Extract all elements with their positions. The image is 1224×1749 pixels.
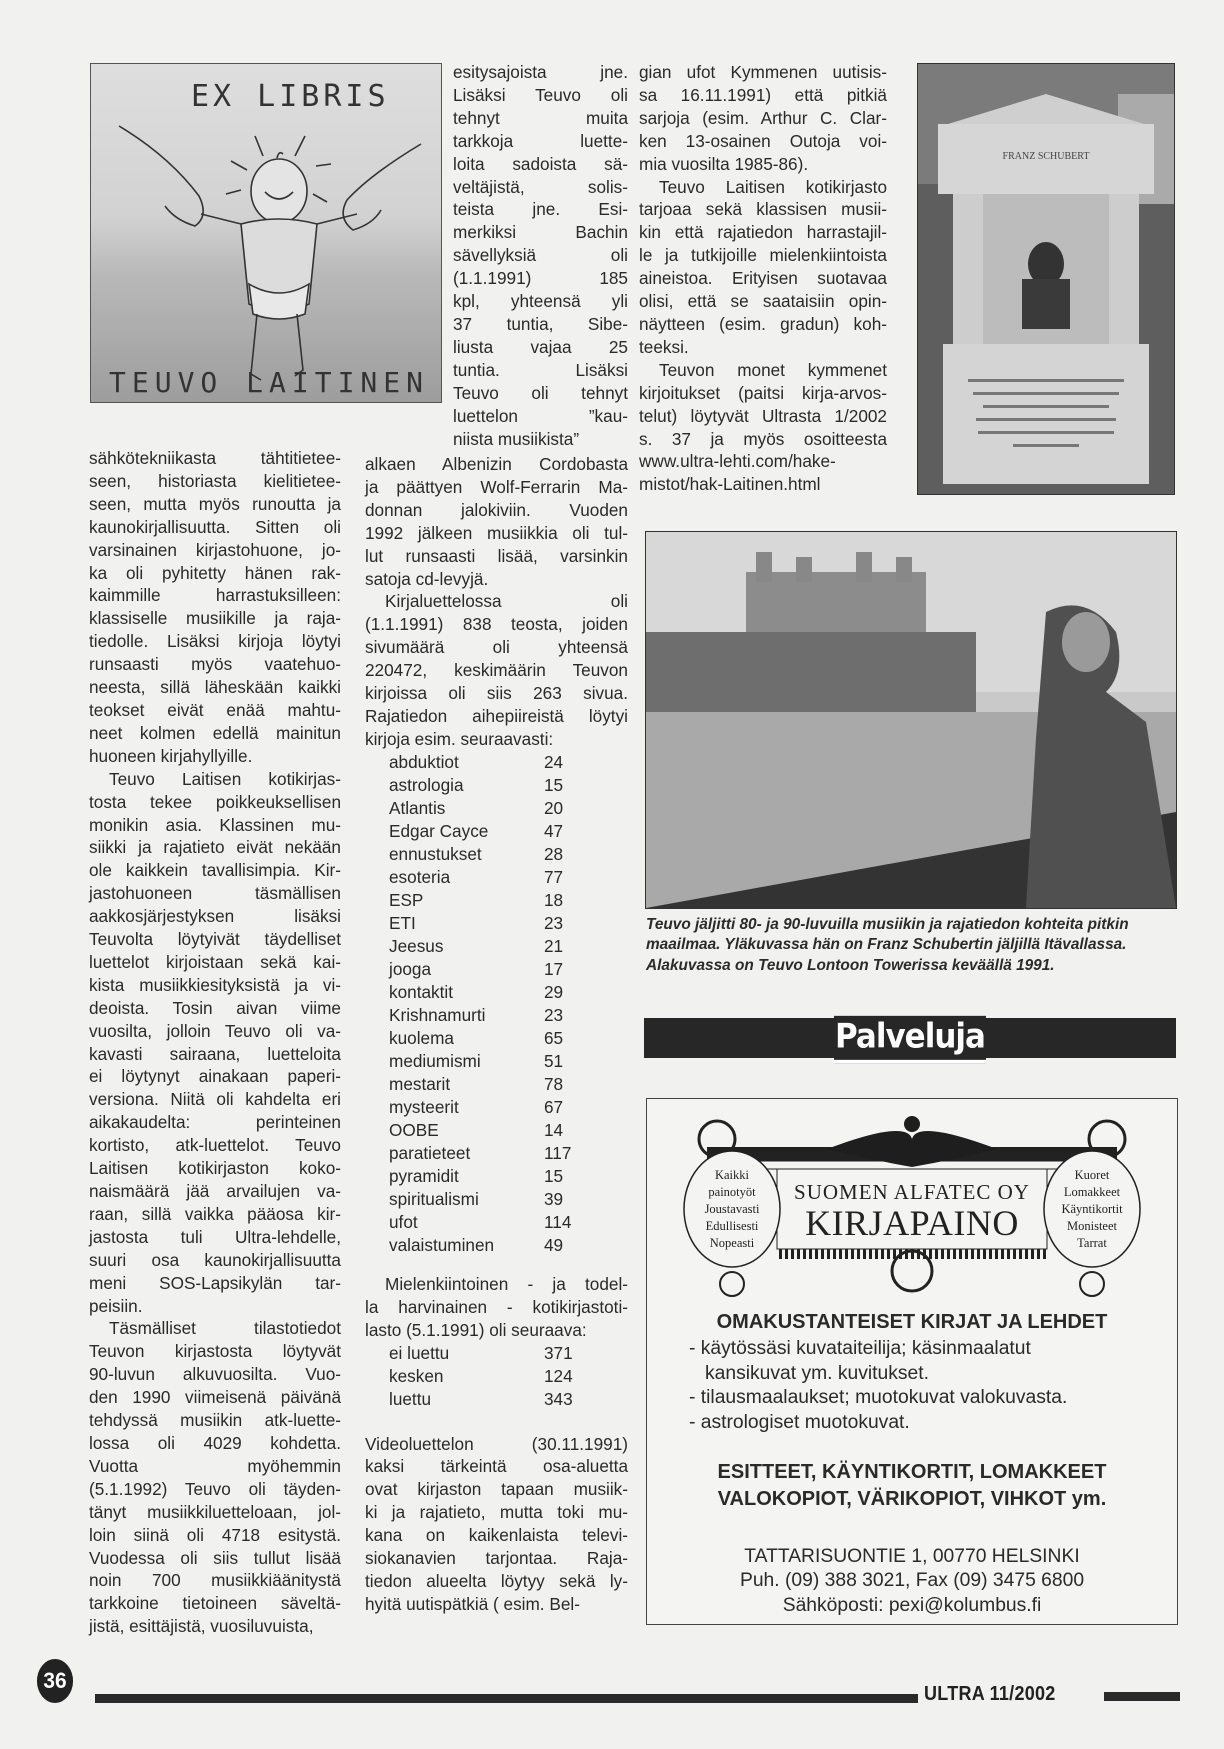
row-count: 77 — [544, 866, 564, 887]
column3-paragraph-1 — [639, 61, 887, 176]
topic-row — [389, 1211, 571, 1234]
text-line: siokanavien tarjontaa. Raja- — [365, 1548, 628, 1569]
text-line: noin 700 musiikkiäänitystä — [89, 1570, 341, 1591]
text-line: kana on kaikenlaista televi- — [365, 1525, 628, 1546]
row-label: astrologia — [389, 774, 464, 795]
text-line: telut) löytyvät Ultrasta 1/2002 — [639, 405, 887, 426]
text-line: tarkkoja luette- — [453, 130, 628, 151]
text-line: aikakaudelta: perinteinen — [89, 1112, 341, 1133]
right-oval-line: Kuoret — [1074, 1168, 1110, 1182]
text-line: kaksi tärkeintä osa-aluetta — [365, 1456, 628, 1477]
left-oval-line: painotyöt — [708, 1185, 756, 1199]
row-label: esoteria — [389, 866, 451, 887]
ad-heading: OMAKUSTANTEISET KIRJAT JA LEHDET — [716, 1311, 1108, 1333]
text-line: luettelon ”kau- — [453, 405, 628, 426]
text-line: suuri osa kaunokirjallisuutta — [89, 1249, 341, 1270]
text-line: sävellyksiä oli — [453, 245, 628, 266]
status-row — [389, 1388, 573, 1411]
text-line: lut runsaasti lisää, varsinkin — [365, 545, 628, 566]
photo-caption: Teuvo jäljitti 80- ja 90-luvuilla musiikin ja rajatiedon kohteita pitkin maailmaa. Yläkuvassa hän on Franz Schubertin jäljillä Itävallassa. Alakuvassa on Teuvo Lontoon Towerissa keväällä 1991. — [646, 916, 1129, 974]
row-count: 343 — [544, 1388, 573, 1409]
text-line: kirjoitukset (paitsi kirja-arvos- — [639, 382, 887, 403]
text-line: vuosilta, jolloin Teuvo oli va- — [89, 1020, 341, 1041]
row-count: 15 — [544, 774, 564, 795]
row-label: OOBE — [389, 1119, 439, 1140]
text-line: runsaasti myös vaatehuo- — [89, 654, 341, 675]
row-count: 28 — [544, 843, 564, 864]
footer-rule-end — [1104, 1692, 1180, 1701]
text-line: Teuvo oli tehnyt — [453, 382, 628, 403]
row-count: 14 — [544, 1119, 564, 1140]
row-count: 18 — [544, 889, 564, 910]
topic-row — [389, 1234, 571, 1257]
row-label: ESP — [389, 889, 424, 910]
monument-inscription: FRANZ SCHUBERT — [1002, 151, 1090, 162]
topic-row — [389, 1165, 571, 1188]
services-banner-title: Palveluja — [834, 1016, 986, 1063]
column1-paragraph-1 — [89, 447, 341, 768]
text-line: 1992 jälkeen musiikkia oli tul- — [365, 522, 628, 543]
row-count: 371 — [544, 1342, 573, 1363]
row-count: 49 — [544, 1234, 564, 1255]
text-line: Rajatiedon aihepiireistä löytyi — [365, 705, 628, 726]
text-line: s. 37 ja myös osoitteesta — [639, 428, 887, 449]
text-line: Vuodessa oli siis tullut lisää — [89, 1547, 341, 1568]
text-line: (1.1.1991) 838 teosta, joiden — [365, 614, 628, 635]
topic-row — [389, 797, 571, 820]
text-line: ka oli pyhitetty hänen rak- — [89, 562, 341, 583]
column2-paragraph-2 — [365, 590, 628, 750]
topic-row — [389, 820, 571, 843]
column1-paragraph-3 — [89, 1317, 341, 1638]
text-line: tiedon alueelta löytyy sekä ly- — [365, 1570, 628, 1591]
topic-row — [389, 935, 571, 958]
ex-libris-illustration — [90, 63, 442, 403]
magazine-issue: ULTRA 11/2002 — [924, 1683, 1056, 1705]
reading-status-table — [389, 1342, 573, 1411]
page-number: 36 — [37, 1659, 73, 1703]
text-line: den 1990 viimeisenä päivänä — [89, 1387, 341, 1408]
text-line: loin siinä oli 4718 esitystä. — [89, 1524, 341, 1545]
text-line: kirjoja esim. seuraavasti: — [365, 728, 554, 749]
row-count: 21 — [544, 935, 564, 956]
text-line: näytteen (esim. gradun) koh- — [639, 313, 887, 334]
row-label: ETI — [389, 912, 416, 933]
text-line: ja päättyen Wolf-Ferrarin Ma- — [365, 476, 628, 497]
topic-row — [389, 1142, 571, 1165]
row-count: 29 — [544, 981, 564, 1002]
text-line: deoista. Tosin aivan viime — [89, 997, 341, 1018]
column3-paragraph-2 — [639, 176, 887, 359]
text-line: siikki ja rajatieto eivät nekään — [89, 837, 341, 858]
topic-row — [389, 958, 571, 981]
text-line: 90-luvun alkuvuosilta. Vuo- — [89, 1364, 341, 1385]
topic-row — [389, 1188, 571, 1211]
left-oval-line: Kaikki — [714, 1168, 750, 1182]
row-count: 78 — [544, 1073, 564, 1094]
row-count: 15 — [544, 1165, 564, 1186]
text-line: kavasti sairaana, luetteloita — [89, 1043, 341, 1064]
kirjapaino-logo — [677, 1109, 1147, 1299]
tower-of-london-photo — [645, 531, 1177, 909]
text-line: neesta, sillä läheskään kaikki — [89, 677, 341, 698]
text-line: (1.1.1991) 185 — [453, 268, 628, 289]
text-line: aakkosjärjestyksen lisäksi — [89, 906, 341, 927]
status-row — [389, 1342, 573, 1365]
text-line: www.ultra-lehti.com/hake- — [639, 451, 836, 472]
text-line: meni SOS-Lapsikylän tar- — [89, 1272, 341, 1293]
row-label: pyramidit — [389, 1165, 459, 1186]
text-line: Täsmälliset tilastotiedot — [109, 1318, 341, 1339]
text-line: tehnyt muita — [453, 107, 628, 128]
services-banner — [644, 1018, 1176, 1058]
text-line: niista musiikista” — [453, 428, 580, 449]
row-count: 39 — [544, 1188, 564, 1209]
text-line: versiona. Niitä oli kahdelta eri — [89, 1089, 341, 1110]
topic-row — [389, 1096, 571, 1119]
right-oval-line: Lomakkeet — [1063, 1185, 1121, 1199]
row-label: mediumismi — [389, 1050, 481, 1071]
row-label: luettu — [389, 1388, 432, 1409]
topic-row — [389, 1004, 571, 1027]
text-line: kista musiikkiesityksistä ja vi- — [89, 974, 341, 995]
status-row — [389, 1365, 573, 1388]
topic-row — [389, 843, 571, 866]
ad-email[interactable]: Sähköposti: pexi@kolumbus.fi — [782, 1594, 1042, 1616]
text-line: tosta tekee poikkeuksellisen — [89, 791, 341, 812]
left-oval-line: Edullisesti — [705, 1219, 759, 1233]
text-line: neet kolmen edellä mainitun — [89, 722, 341, 743]
row-count: 23 — [544, 1004, 564, 1025]
column2-narrow-text — [453, 61, 628, 450]
text-line: jistä, esittäjistä, vuosiluvuista, — [89, 1616, 314, 1637]
ad-bullet-list — [689, 1337, 1067, 1435]
ad-address: TATTARISUONTIE 1, 00770 HELSINKI — [744, 1546, 1080, 1567]
row-label: abduktiot — [389, 751, 459, 772]
text-line: sähkötekniikasta tähtitietee- — [89, 448, 341, 468]
topic-row — [389, 981, 571, 1004]
text-line: Videoluettelon (30.11.1991) — [365, 1433, 628, 1454]
text-line: Laitisen kotikirjaston koko- — [89, 1158, 341, 1179]
text-line: ki ja rajatieto, mutta toki mu- — [365, 1502, 628, 1523]
text-line: tiedolle. Lisäksi kirjoja löytyi — [89, 631, 341, 652]
company-name: SUOMEN ALFATEC OY — [794, 1180, 1030, 1204]
row-count: 114 — [544, 1211, 572, 1232]
text-line: aineistoa. Erityisen suotavaa — [639, 268, 887, 289]
text-line: Teuvolta löytyivät täydelliset — [89, 929, 341, 950]
row-label: Krishnamurti — [389, 1004, 486, 1025]
text-line: Teuvo Laitisen kotikirjasto — [659, 176, 887, 197]
row-count: 67 — [544, 1096, 564, 1117]
text-line: Vuotta myöhemmin — [89, 1455, 341, 1476]
ad-bullet-continued: kansikuvat ym. kuvitukset. — [705, 1362, 929, 1384]
row-count: 117 — [544, 1142, 572, 1163]
ad-phone: Puh. (09) 388 3021, Fax (09) 3475 6800 — [739, 1570, 1085, 1592]
text-line: 220472, keskimäärin Teuvon — [365, 660, 628, 681]
row-label: kuolema — [389, 1027, 454, 1048]
row-count: 124 — [544, 1365, 573, 1386]
ad-contact — [647, 1545, 1177, 1618]
text-line: kin että rajatiedon harrastajil- — [639, 222, 887, 243]
ad-bullet: - käytössäsi kuvataiteilija; käsinmaalatut — [689, 1338, 1031, 1359]
eagle-emblem — [827, 1131, 997, 1167]
row-label: kesken — [389, 1365, 444, 1386]
article-column-1 — [89, 447, 341, 1638]
topic-row — [389, 751, 571, 774]
text-line: kpl, yhteensä yli — [453, 291, 628, 312]
right-oval-line: Käyntikortit — [1061, 1202, 1123, 1216]
row-count: 20 — [544, 797, 564, 818]
column1-paragraph-2 — [89, 768, 341, 1318]
text-line: esitysajoista jne. — [453, 62, 628, 82]
row-label: kontaktit — [389, 981, 454, 1002]
text-line: luettelot kirjoistaan sekä kai- — [89, 951, 341, 972]
row-count: 65 — [544, 1027, 564, 1048]
text-line: satoja cd-levyjä. — [365, 568, 489, 589]
text-line: teista jne. Esi- — [453, 199, 628, 220]
topic-count-table — [389, 751, 571, 1257]
text-line: mistot/hak-Laitinen.html — [639, 474, 821, 495]
text-line: alkaen Albenizin Cordobasta — [365, 454, 628, 474]
text-line: loita sadoista sä- — [453, 153, 628, 174]
baby-drawing — [91, 64, 441, 402]
row-label: paratieteet — [389, 1142, 471, 1163]
text-line: 37 tuntia, Sibe- — [453, 313, 628, 334]
text-line: ken 13-osainen Outoja voi- — [639, 130, 887, 151]
text-line: lossa oli 4029 kohdetta. — [89, 1432, 341, 1453]
text-line: tuntia. Lisäksi — [453, 359, 628, 380]
left-oval-line: Joustavasti — [704, 1202, 760, 1216]
text-line: donnan jalokiviin. Vuoden — [365, 499, 628, 520]
row-count: 47 — [544, 820, 564, 841]
row-label: Atlantis — [389, 797, 446, 818]
ad-services-line: ESITTEET, KÄYNTIKORTIT, LOMAKKEET — [717, 1461, 1107, 1483]
row-label: Edgar Cayce — [389, 820, 489, 841]
topic-row — [389, 774, 571, 797]
text-line: peisiin. — [89, 1295, 143, 1316]
text-line: monikin asia. Klassinen mu- — [89, 814, 341, 835]
column2-paragraph-4 — [365, 1433, 628, 1616]
text-line: kaimmille harrastuksilleen: — [89, 585, 341, 606]
topic-row — [389, 889, 571, 912]
text-line: tarjoaa sekä klassisen musii- — [639, 199, 887, 220]
text-line: Teuvo Laitisen kotikirjas- — [109, 768, 341, 789]
right-oval-line: Tarrat — [1077, 1236, 1107, 1250]
ex-libris-title: EX LIBRIS — [191, 79, 390, 114]
schubert-monument-photo — [917, 63, 1175, 495]
text-line: mia vuosilta 1985-86). — [639, 153, 809, 174]
text-line: lasto (5.1.1991) oli seuraava: — [365, 1319, 587, 1340]
text-line: kortisto, atk-luettelot. Teuvo — [89, 1135, 341, 1156]
row-label: mysteerit — [389, 1096, 459, 1117]
topic-row — [389, 1050, 571, 1073]
text-line: raan, sillä vaikka pääosa kir- — [89, 1203, 341, 1224]
row-count: 17 — [544, 958, 564, 979]
text-line: varsinainen kirjastohuone, jo- — [89, 539, 341, 560]
row-label: ufot — [389, 1211, 418, 1232]
article-column-2-wide — [365, 453, 628, 1616]
topic-row — [389, 1119, 571, 1142]
footer-rule — [95, 1694, 918, 1703]
text-line: la harvinainen - kotikirjastoti- — [365, 1296, 628, 1317]
text-line: naismäärä jää arvailujen va- — [89, 1181, 341, 1201]
text-line: (5.1.1992) Teuvo oli täyden- — [89, 1478, 341, 1499]
row-label: mestarit — [389, 1073, 451, 1094]
row-count: 51 — [544, 1050, 564, 1071]
text-line: klassiselle musiikille ja raja- — [89, 608, 341, 629]
text-line: olisi, että se saataisiin opin- — [639, 291, 887, 312]
ad-bullet: - tilausmaalaukset; muotokuvat valokuvasta. — [689, 1387, 1068, 1409]
topic-row — [389, 912, 571, 935]
text-line: Teuvon monet kymmenet — [659, 359, 887, 380]
text-line: hyitä uutispätkiä ( esim. Bel- — [365, 1593, 580, 1614]
text-line: gian ufot Kymmenen uutisis- — [639, 62, 887, 82]
left-oval-line: Nopeasti — [709, 1236, 755, 1250]
text-line: tänyt musiikkiluetteloaan, jol- — [89, 1501, 341, 1522]
text-line: tarkkoine tietoineen säveltä- — [89, 1593, 341, 1614]
column3-paragraph-3 — [639, 359, 887, 496]
column2-paragraph-3 — [365, 1273, 628, 1342]
text-line: sarjoja (esim. Arthur C. Clar- — [639, 107, 887, 128]
text-line: teokset eivät enää mahtu- — [89, 699, 341, 720]
text-line: kirjoissa oli siis 263 sivua. — [365, 683, 628, 704]
topic-row — [389, 866, 571, 889]
text-line: teeksi. — [639, 336, 689, 357]
text-line: ei löytynyt ainakaan paperi- — [89, 1066, 341, 1087]
text-line: liusta vajaa 25 — [453, 336, 628, 357]
row-count: 23 — [544, 912, 564, 933]
text-line: kaunokirjallisuutta. Sitten oli — [89, 516, 341, 537]
text-line: huoneen kirjahyllyille. — [89, 745, 253, 766]
ad-services-line: VALOKOPIOT, VÄRIKOPIOT, VIHKOT ym. — [717, 1488, 1107, 1510]
text-line: veltäjistä, solis- — [453, 176, 628, 197]
text-line: jastosta tuli Ultra-lehdelle, — [89, 1226, 341, 1247]
text-line: tehdyssä musiikin atk-luette- — [89, 1410, 341, 1431]
topic-row — [389, 1027, 571, 1050]
artist-signature: TEUVO LAITINEN — [109, 366, 430, 399]
text-line: seen, historiasta kielitietee- — [89, 470, 341, 491]
text-line: Lisäksi Teuvo oli — [453, 84, 628, 105]
text-line: jastohuoneen täsmällisen — [89, 883, 341, 904]
text-line: Kirjaluettelossa oli — [385, 591, 628, 612]
text-line: seen, mutta myös runoutta ja — [89, 493, 341, 514]
right-oval-line: Monisteet — [1067, 1219, 1117, 1233]
printing-house-advertisement — [646, 1098, 1178, 1625]
row-label: ennustukset — [389, 843, 482, 864]
row-count: 24 — [544, 751, 564, 772]
article-column-3 — [639, 61, 887, 496]
text-line: le ja tutkijoille mielenkiintoista — [639, 245, 887, 266]
company-subtitle: KIRJAPAINO — [805, 1203, 1019, 1243]
row-label: Jeesus — [389, 935, 444, 956]
text-line: Mielenkiintoinen - ja todel- — [385, 1273, 628, 1294]
text-line: ole kaikkein tavallisimpia. Kir- — [89, 860, 341, 881]
text-line: ovat kirjaston tapaan musiik- — [365, 1479, 628, 1500]
column2-paragraph-1 — [365, 453, 628, 590]
text-line: Teuvon kirjastosta löytyvät — [89, 1341, 341, 1362]
text-line: merkiksi Bachin — [453, 222, 628, 243]
row-label: jooga — [389, 958, 432, 979]
row-label: ei luettu — [389, 1342, 450, 1363]
topic-row — [389, 1073, 571, 1096]
article-column-2 — [453, 61, 628, 450]
row-label: spiritualismi — [389, 1188, 479, 1209]
text-line: sivumäärä oli yhteensä — [365, 637, 628, 658]
ad-bullet: - astrologiset muotokuvat. — [689, 1411, 910, 1433]
row-label: valaistuminen — [389, 1234, 495, 1255]
text-line: sa 16.11.1991) että pitkiä — [639, 84, 887, 105]
